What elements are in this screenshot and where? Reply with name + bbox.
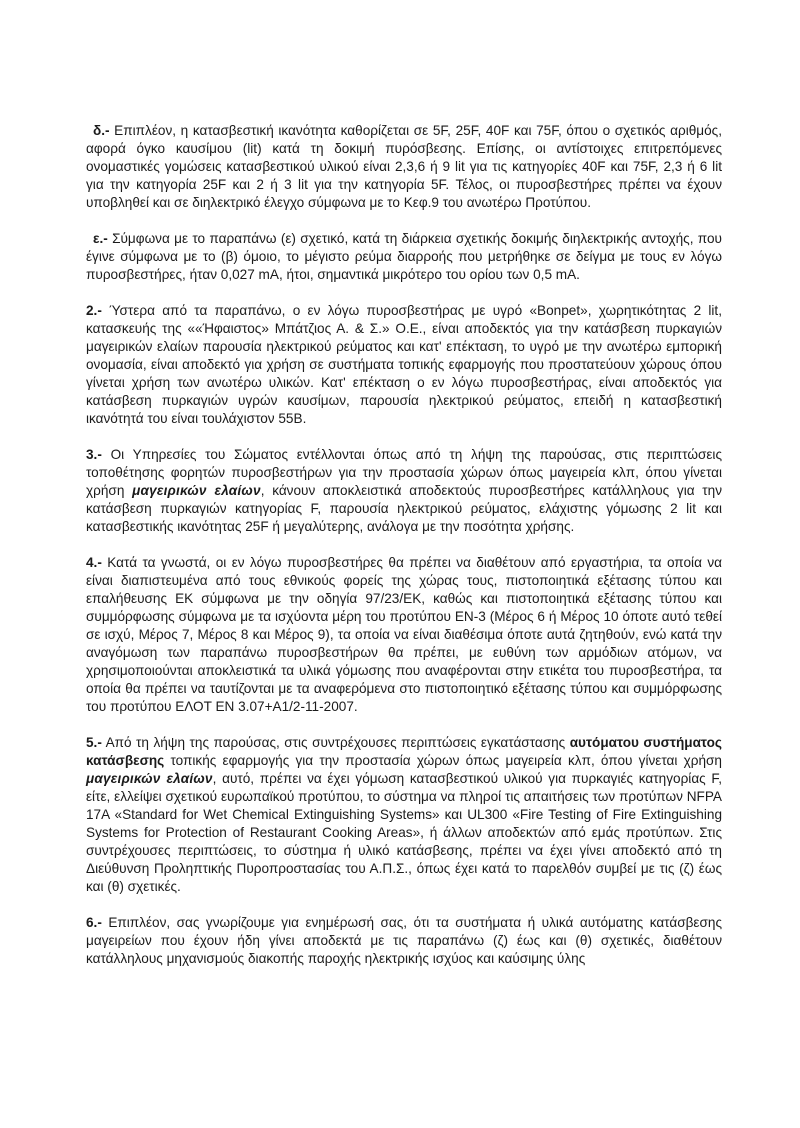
paragraph-number: 5.-: [86, 735, 102, 750]
paragraph-text: Οι Υπηρεσίες του Σώματος εντέλλονται όπως από τη λήψη της παρούσας, στις περιπτώσεις τοποθέτησης φορητών πυροσβεστήρων για την προστασία χώρων όπως μαγειρεία κλπ, όπου γίνεται χρήση: [86, 447, 722, 498]
paragraph-text: Ύστερα από τα παραπάνω, ο εν λόγω πυροσβεστήρας με υγρό «Bonpet», χωρητικότητας 2 lit, κατασκευής της ««Ήφαιστος» Μπάτζιος Α. & Σ.» Ο.Ε., είναι αποδεκτός για την κατάσβεση πυρκαγιών μαγειρικών ελαίων παρουσία ηλεκτρικού ρεύματος και κατ' επέκταση, το υγρό με την ανωτέρω εμπορική ονομασία, είναι αποδεκτό για χρήση σε συστήματα τοπικής εφαρμογής που προστατεύουν χώρους όπου γίνεται χρήση των ανωτέρω υλικών. Κατ' επέκταση ο εν λόγω πυροσβεστήρας, είναι αποδεκτός για κατάσβεση πυρκαγιών υγρών καυσίμων, παρουσία ηλεκτρικού ρεύματος, επειδή η κατασβεστική ικανότητά του είναι τουλάχιστον 55B.: [86, 303, 722, 426]
paragraph-number: 2.-: [86, 303, 102, 318]
paragraph-text: Επιπλέον, σας γνωρίζουμε για ενημέρωσή σας, ότι τα συστήματα ή υλικά αυτόματης κατάσβεσης μαγειρείων που έχουν ήδη γίνει αποδεκτά με τις παραπάνω (ζ) έως και (θ) σχετικές, διαθέτουν κατάλληλους μηχανισμούς διακοπής παροχής ηλεκτρικής ισχύος και καύσιμης ύλης: [86, 915, 722, 966]
paragraph-text: Επιπλέον, η κατασβεστική ικανότητα καθορίζεται σε 5F, 25F, 40F και 75F, όπου ο σχετικός αριθμός, αφορά όγκο καυσίμου (lit) κατά τη δοκιμή πυρόσβεσης. Επίσης, οι αντίστοιχες επιτρεπόμενες ονομαστικές γομώσεις κατασβεστικού υλικού είναι 2,3,6 ή 9 lit για τις κατηγορίες 40F και 75F, 2,3 ή 6 lit για την κατηγορία 25F και 2 ή 3 lit για την κατηγορία 5F. Τέλος, οι πυροσβεστήρες πρέπει να έχουν υποβληθεί και σε διηλεκτρικό έλεγχο σύμφωνα με το Κεφ.9 του ανωτέρω Προτύπου.: [86, 123, 722, 210]
paragraph-text: , αυτό, πρέπει να έχει γόμωση κατασβεστικού υλικού για πυρκαγιές κατηγορίας F, είτε, ελλείψει σχετικού ευρωπαϊκού προτύπου, το σύστημα να πληροί τις απαιτήσεις των προτύπων NFPA 17A «Standard for Wet Chemical Extinguishing Systems» και UL300 «Fire Testing of Fire Extinguishing Systems for Protection of Restaurant Cooking Areas», ή άλλων αποδεκτών από εμάς προτύπων. Στις συντρέχουσες περιπτώσεις, το σύστημα ή υλικό κατάσβεσης, πρέπει να έχει γίνει αποδεκτό από τη Διεύθυνση Προληπτικής Πυροπροστασίας του Α.Π.Σ., όπως έχει κατά το παρελθόν συμβεί με τις (ζ) έως και (θ) σχετικές.: [86, 771, 722, 894]
paragraph-text: Κατά τα γνωστά, οι εν λόγω πυροσβεστήρες θα πρέπει να διαθέτουν από εργαστήρια, τα οποία να είναι διαπιστευμένα από τους εθνικούς φορείς της χώρας τους, πιστοποιητικά εξέτασης τύπου και επαλήθευσης ΕΚ σύμφωνα με την οδηγία 97/23/ΕΚ, καθώς και πιστοποιητικά εξέτασης τύπου και συμμόρφωσης σύμφωνα με τα ισχύοντα μέρη του προτύπου ΕΝ-3 (Μέρος 6 ή Μέρος 10 όποτε αυτό τεθεί σε ισχύ, Μέρος 7, Μέρος 8 και Μέρος 9), τα οποία να είναι διαθέσιμα όποτε αυτά ζητηθούν, ενώ κατά την αναγόμωση των παραπάνω πυροσβεστήρων θα πρέπει, με ευθύνη των αρμόδιων ατόμων, να χρησιμοποιούνται αποκλειστικά τα υλικά γόμωσης που αναφέρονται στην ετικέτα του πυροσβεστήρα, τα οποία θα πρέπει να ταυτίζονται με τα αναφερόμενα στο πιστοποιητικό εξέτασης τύπου και συμμόρφωσης του προτύπου ΕΛΟΤ ΕΝ 3.07+Α1/2-11-2007.: [86, 555, 722, 714]
paragraph-text: Από τη λήψη της παρούσας, στις συντρέχουσες περιπτώσεις εγκατάστασης: [101, 735, 570, 750]
paragraph-number: 3.-: [86, 447, 102, 462]
paragraph-text: , κάνουν αποκλειστικά αποδεκτούς πυροσβεστήρες κατάλληλους για την κατάσβεση πυρκαγιών κατηγορίας F, παρουσία ηλεκτρικού ρεύματος, ελάχιστης γόμωσης 2 lit και κατασβεστικής ικανότητας 25F ή μεγαλύτερης, ανάλογα με την ποσότητα χρήσης.: [86, 483, 722, 534]
emphasis-text: μαγειρικών ελαίων: [86, 771, 213, 786]
paragraph-number: ε.-: [93, 231, 108, 246]
paragraph-4: [86, 554, 722, 716]
paragraph-5: [86, 734, 722, 896]
paragraph-number: 6.-: [86, 915, 102, 930]
paragraph-text: Σύμφωνα με το παραπάνω (ε) σχετικό, κατά τη διάρκεια σχετικής δοκιμής διηλεκτρικής αντοχής, που έγινε σύμφωνα με το (β) όμοιο, το μέγιστο ρεύμα διαρροής που μετρήθηκε σε δείγμα με τους εν λόγω πυροσβεστήρες, ήταν 0,027 mA, ήτοι, σημαντικά μικρότερο του ορίου των 0,5 mA.: [86, 231, 722, 282]
paragraph-delta: [86, 122, 722, 212]
paragraph-number: 4.-: [86, 555, 102, 570]
paragraph-text: τοπικής εφαρμογής για την προστασία χώρων όπως μαγειρεία κλπ, όπου γίνεται χρήση: [164, 753, 722, 768]
emphasis-text: μαγειρικών ελαίων: [132, 483, 261, 498]
document-body: [86, 122, 722, 986]
paragraph-3: [86, 446, 722, 536]
paragraph-6: [86, 914, 722, 968]
paragraph-2: [86, 302, 722, 428]
paragraph-epsilon: [86, 230, 722, 284]
paragraph-number: δ.-: [93, 123, 110, 138]
emphasis-text: αυτόματου συστήματος κατάσβεσης: [86, 735, 722, 768]
